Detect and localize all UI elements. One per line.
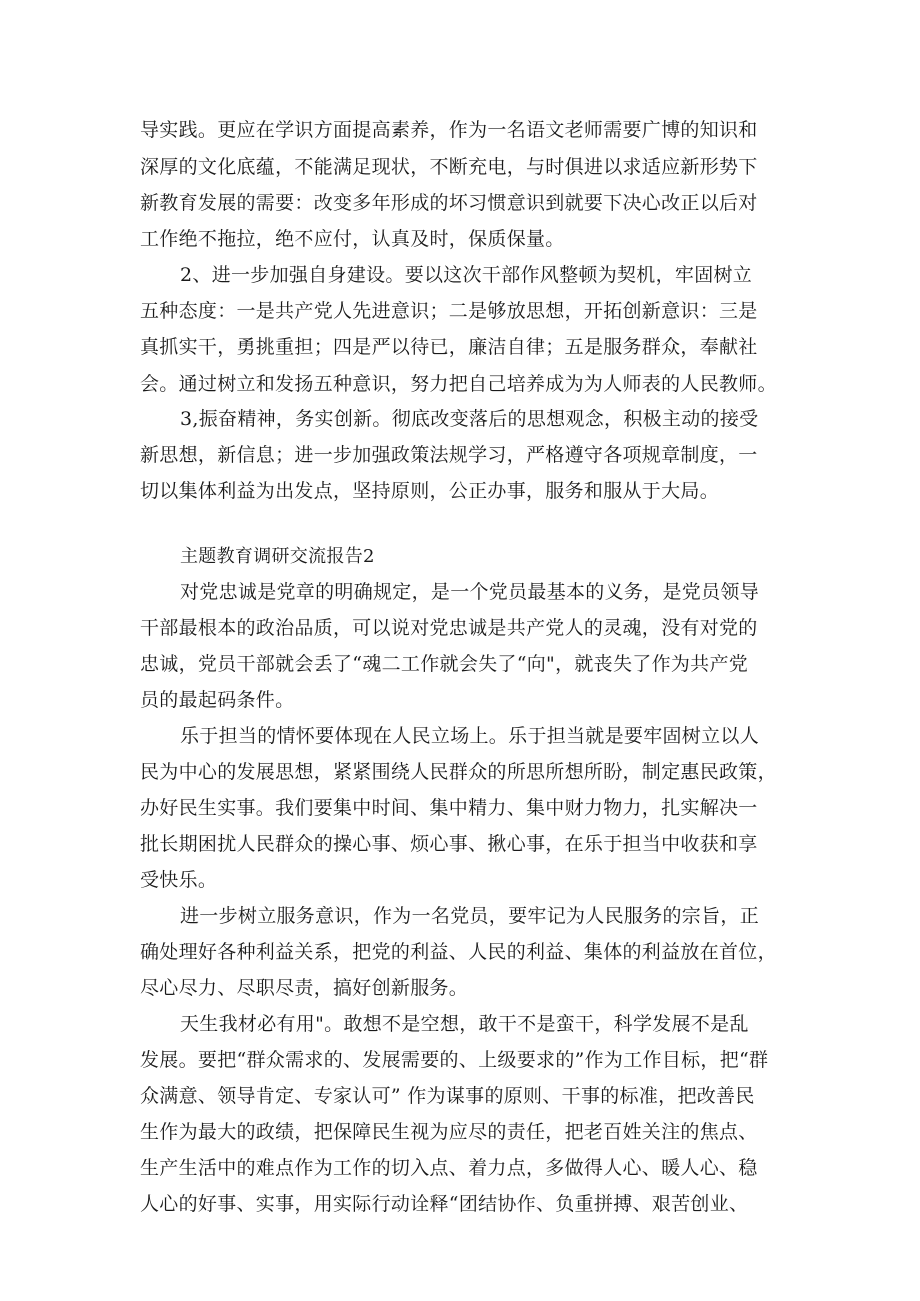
- s2-p4-line-4: 生作为最大的政绩，把保障民生视为应尽的责任，把老百姓关注的焦点、: [140, 1121, 758, 1143]
- s2-p2-line-4: 批长期困扰人民群众的操心事、烦心事、揪心事，在乐于担当中收获和享: [140, 833, 758, 855]
- s2-p4-line-1: 天生我材必有用"。敢想不是空想，敢干不是蛮干，科学发展不是乱: [180, 1013, 749, 1035]
- s1-p1-line-3: 新教育发展的需要：改变多年形成的坏习惯意识到就要下决心改正以后对: [140, 192, 758, 214]
- s2-p2-line-5: 受快乐。: [140, 869, 218, 891]
- s2-p4-line-3: 众满意、领导肯定、专家认可” 作为谋事的原则、干事的标准，把改善民: [140, 1085, 755, 1107]
- s2-p2-line-3: 办好民生实事。我们要集中时间、集中精力、集中财力物力，扎实解决一: [140, 797, 758, 819]
- s1-p3-line-2: 新思想，新信息；进一步加强政策法规学习，严格遵守各项规章制度，一: [140, 444, 758, 466]
- s2-p1-line-4: 员的最起码条件。: [140, 689, 295, 711]
- s2-p3-line-3: 尽心尽力、尽职尽责，搞好创新服务。: [140, 977, 469, 999]
- s2-p2-line-2: 民为中心的发展思想，紧紧围绕人民群众的所思所想所盼，制定惠民政策，: [140, 761, 777, 783]
- s1-p1-line-4: 工作绝不拖拉，绝不应付，认真及时，保质保量。: [140, 228, 565, 250]
- s2-p2-line-1: 乐于担当的情怀要体现在人民立场上。乐于担当就是要牢固树立以人: [180, 725, 760, 747]
- s2-p1-line-2: 干部最根本的政治品质，可以说对党忠诚是共产党人的灵魂，没有对党的: [140, 617, 758, 639]
- s1-p3-line-1: 3,振奋精神，务实创新。彻底改变落后的思想观念，积极主动的接受: [180, 408, 759, 430]
- s2-p4-line-5: 生产生活中的难点作为工作的切入点、着力点，多做得人心、暖人心、稳: [140, 1157, 758, 1179]
- s1-p3-line-3: 切以集体利益为出发点，坚持原则，公正办事，服务和服从于大局。: [140, 480, 720, 502]
- s2-p3-line-1: 进一步树立服务意识，作为一名党员，要牢记为人民服务的宗旨，正: [180, 905, 760, 927]
- s2-p3-line-2: 确处理好各种利益关系，把党的利益、人民的利益、集体的利益放在首位，: [140, 941, 777, 963]
- s1-p2-line-2: 五种态度：一是共产党人先进意识；二是够放思想，开拓创新意识：三是: [140, 300, 758, 322]
- section-title: 主题教育调研交流报告2: [180, 546, 375, 567]
- s1-p2-line-3: 真抓实干，勇挑重担；四是严以待已，廉洁自律；五是服务群众，奉献社: [140, 336, 758, 358]
- s1-p1-line-1: 导实践。更应在学识方面提高素养，作为一名语文老师需要广博的知识和: [140, 119, 758, 141]
- s2-p1-line-3: 忠诚，党员干部就会丢了“魂二工作就会失了“向"，就丧失了作为共产党: [140, 653, 749, 675]
- s1-p2-line-4: 会。通过树立和发扬五种意识，努力把自己培养成为为人师表的人民教师。: [140, 373, 777, 395]
- s1-p1-line-2: 深厚的文化底蕴，不能满足现状，不断充电，与时俱进以求适应新形势下: [140, 156, 758, 178]
- s2-p4-line-2: 发展。要把“群众需求的、发展需要的、上级要求的”作为工作目标，把“群: [140, 1049, 769, 1071]
- s2-p1-line-1: 对党忠诚是党章的明确规定，是一个党员最基本的义务，是党员领导: [180, 581, 760, 603]
- s2-p4-line-6: 人心的好事、实事，用实际行动诠释“团结协作、负重拼搏、艰苦创业、: [140, 1193, 749, 1215]
- s1-p2-line-1: 2、进一步加强自身建设。要以这次干部作风整顿为契机，牢固树立: [180, 264, 753, 286]
